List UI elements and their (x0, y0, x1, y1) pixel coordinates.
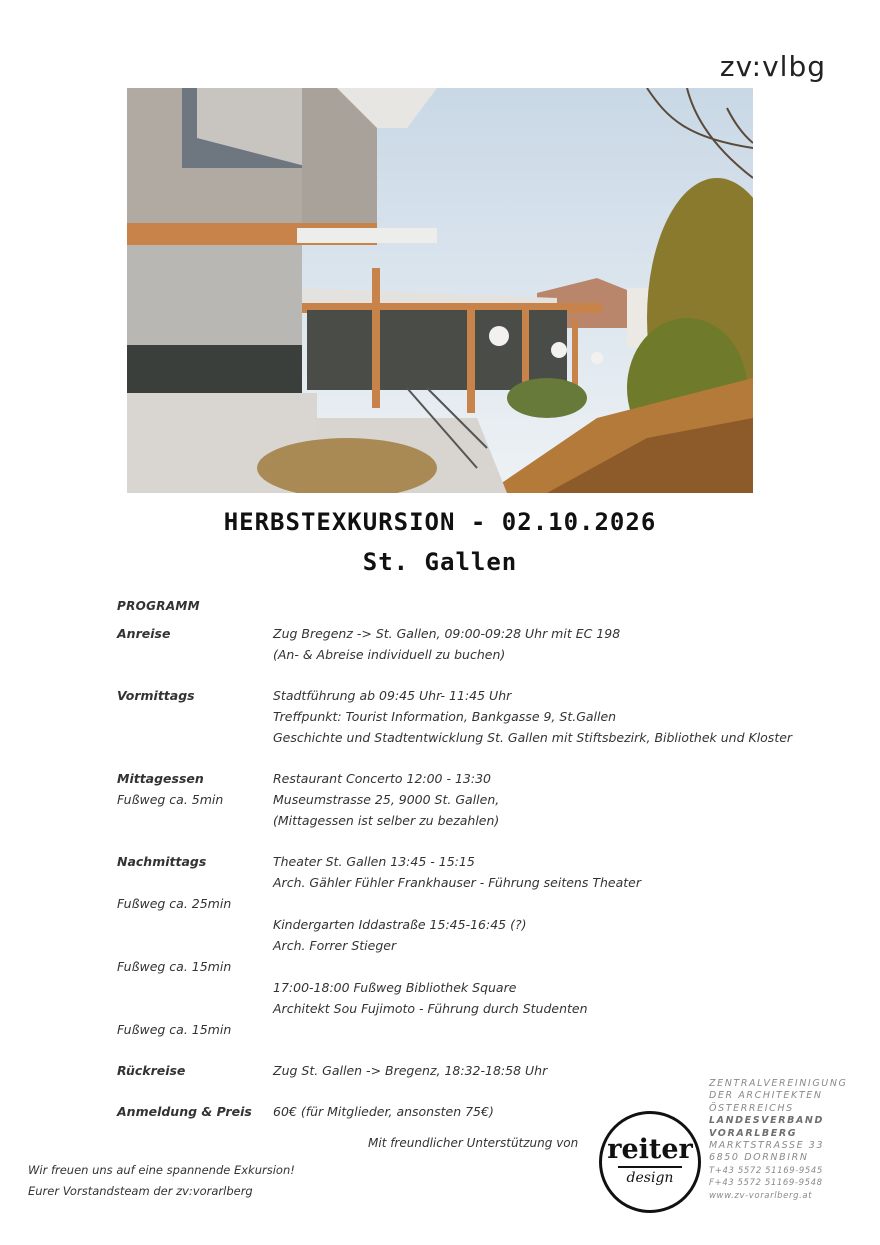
address-block (709, 1078, 849, 1202)
reiter-design-logo (599, 1111, 701, 1213)
mittagessen-line: (Mittagessen ist selber zu bezahlen) (273, 813, 500, 828)
program-heading: PROGRAMM (117, 599, 200, 613)
vormittags-line: Treffpunkt: Tourist Information, Bankgasse 9, St.Gallen (273, 709, 617, 724)
zv-vlbg-logo: zv:vlbg (719, 50, 826, 83)
footer (28, 1160, 295, 1202)
bibliothek-line: 17:00-18:00 Fußweg Bibliothek Square (273, 980, 517, 995)
theater-line: Arch. Gähler Fühler Frankhauser - Führung seitens Theater (273, 875, 641, 890)
building-photo (127, 88, 753, 493)
kindergarten-line: Arch. Forrer Stieger (273, 938, 397, 953)
program-row-nachmittags (117, 851, 793, 893)
address-line: LANDESVERBAND (709, 1115, 824, 1127)
address-street: MARKTSTRASSE 33 (709, 1140, 825, 1152)
sponsor-sub: design (626, 1170, 674, 1186)
label-fussweg: Fußweg ca. 25min (117, 896, 232, 911)
program-row-anmeldung (117, 1101, 793, 1122)
address-line: ZENTRALVEREINIGUNG (709, 1078, 848, 1089)
label-nachmittags: Nachmittags (117, 854, 207, 869)
sponsor-name: reiter (607, 1134, 693, 1165)
program-row-rueckreise (117, 1060, 793, 1081)
footer-line: Wir freuen uns auf eine spannende Exkursion! (28, 1163, 295, 1177)
label-anreise: Anreise (117, 626, 171, 641)
program-row-mittagessen (117, 768, 793, 831)
footer-line: Eurer Vorstandsteam der zv:vorarlberg (28, 1184, 253, 1198)
page-title: HERBSTEXKURSION - 02.10.2026 (223, 508, 657, 536)
mittagessen-line: Museumstrasse 25, 9000 St. Gallen, (273, 792, 500, 807)
address-line: VORARLBERG (709, 1127, 798, 1139)
address-city: 6850 DORNBIRN (709, 1152, 809, 1164)
anreise-line: (An- & Abreise individuell zu buchen) (273, 647, 506, 662)
support-text: Mit freundlicher Unterstützung von (368, 1136, 579, 1150)
address-fax: F+43 5572 51169-9548 (709, 1178, 823, 1189)
vormittags-line: Geschichte und Stadtentwicklung St. Gallen mit Stiftsbezirk, Bibliothek und Kloster (273, 730, 793, 745)
program-row-vormittags (117, 685, 793, 748)
logo-divider (618, 1166, 682, 1168)
address-line: ÖSTERREICHS (709, 1102, 794, 1114)
bibliothek-line: Architekt Sou Fujimoto - Führung durch Studenten (273, 1001, 588, 1016)
kindergarten-line: Kindergarten Iddastraße 15:45-16:45 (?) (273, 917, 527, 932)
page-subtitle: St. Gallen (362, 548, 518, 576)
theater-line: Theater St. Gallen 13:45 - 15:15 (273, 854, 475, 869)
label-rueckreise: Rückreise (117, 1063, 186, 1078)
rueckreise-text: Zug St. Gallen -> Bregenz, 18:32-18:58 Uhr (273, 1063, 548, 1078)
program-section (117, 596, 793, 1122)
label-anmeldung: Anmeldung & Preis (117, 1104, 252, 1119)
label-fussweg: Fußweg ca. 15min (117, 1022, 232, 1037)
program-row-anreise (117, 623, 793, 665)
label-fussweg: Fußweg ca. 15min (117, 959, 232, 974)
address-web: www.zv-vorarlberg.at (709, 1190, 813, 1201)
vormittags-line: Stadtführung ab 09:45 Uhr- 11:45 Uhr (273, 688, 512, 703)
anmeldung-text: 60€ (für Mitglieder, ansonsten 75€) (273, 1104, 494, 1119)
address-line: DER ARCHITEKTEN (709, 1090, 823, 1102)
anreise-line: Zug Bregenz -> St. Gallen, 09:00-09:28 Uhr mit EC 198 (273, 626, 621, 641)
label-fussweg: Fußweg ca. 5min (117, 792, 224, 807)
mittagessen-line: Restaurant Concerto 12:00 - 13:30 (273, 771, 491, 786)
address-phone: T+43 5572 51169-9545 (709, 1165, 823, 1176)
label-vormittags: Vormittags (117, 688, 195, 703)
label-mittagessen: Mittagessen (117, 771, 204, 786)
